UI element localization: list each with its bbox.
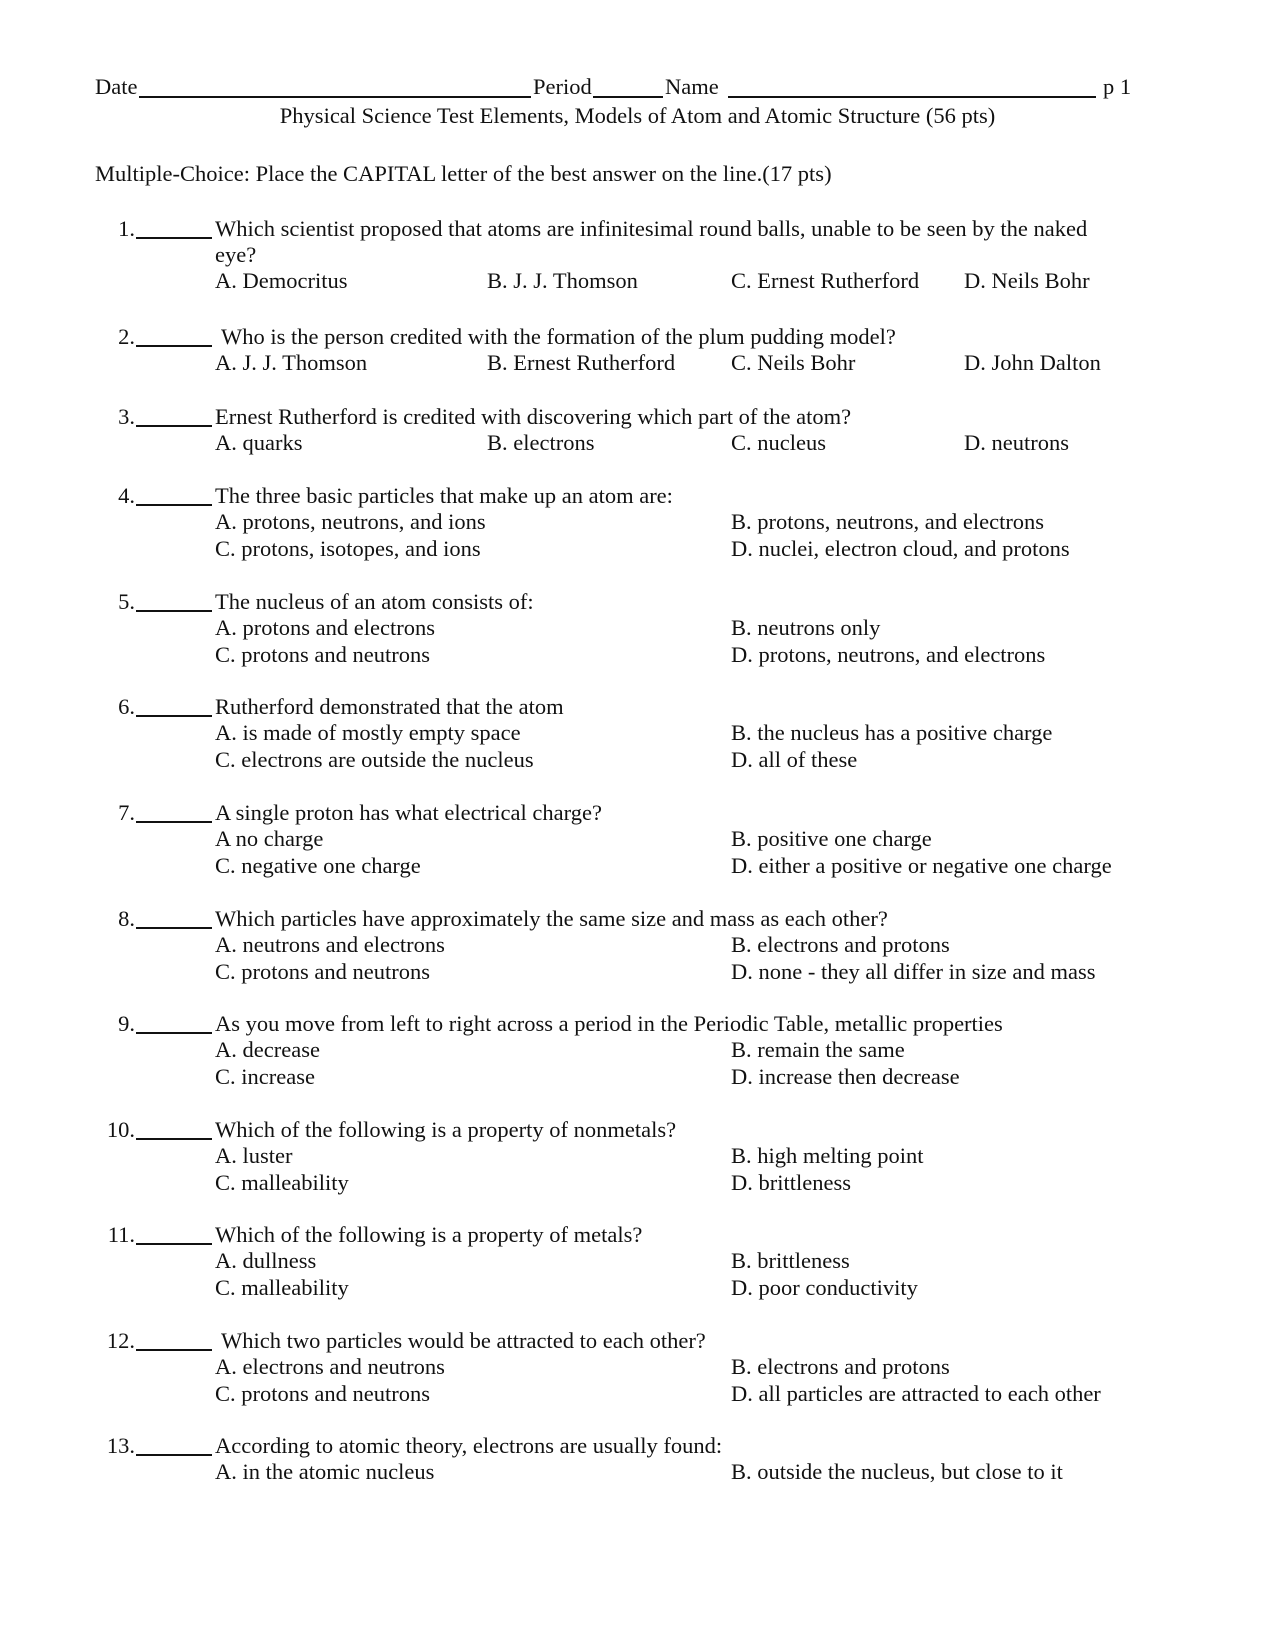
choice-c: C. malleability <box>215 1170 349 1195</box>
choice-a: A. is made of mostly empty space <box>215 720 521 745</box>
question-text: The nucleus of an atom consists of: <box>215 589 534 614</box>
question-text: Which two particles would be attracted to each other? <box>221 1328 706 1353</box>
choice-b: B. electrons and protons <box>731 1354 950 1379</box>
choice-b: B. remain the same <box>731 1037 905 1062</box>
choice-b: B. outside the nucleus, but close to it <box>731 1459 1063 1484</box>
answer-blank[interactable] <box>136 1243 212 1245</box>
page-number: p 1 <box>1103 74 1132 99</box>
question-text: According to atomic theory, electrons are usually found: <box>215 1433 723 1458</box>
choice-b: B. electrons and protons <box>731 932 950 957</box>
choice-a: A. electrons and neutrons <box>215 1354 445 1379</box>
question-number: 5. <box>118 589 135 614</box>
choice-d: D. John Dalton <box>964 350 1101 375</box>
question-number: 9. <box>118 1011 135 1036</box>
question-text: Ernest Rutherford is credited with discovering which part of the atom? <box>215 404 852 429</box>
question-number: 11. <box>107 1222 135 1247</box>
question-number: 4. <box>118 483 135 508</box>
choice-b: B. J. J. Thomson <box>487 268 638 293</box>
header-row <box>95 74 1185 104</box>
question-number: 7. <box>118 800 135 825</box>
choice-a: A. quarks <box>215 430 303 455</box>
choice-c: C. malleability <box>215 1275 349 1300</box>
choice-c: C. negative one charge <box>215 853 421 878</box>
choice-a: A no charge <box>215 826 324 851</box>
choice-a: A. dullness <box>215 1248 317 1273</box>
question-text: Who is the person credited with the formation of the plum pudding model? <box>221 324 896 349</box>
question-number: 8. <box>118 906 135 931</box>
name-label: Name <box>665 74 719 99</box>
question-number: 13. <box>106 1433 135 1458</box>
choice-b: B. Ernest Rutherford <box>487 350 676 375</box>
choice-d: D. nuclei, electron cloud, and protons <box>731 536 1070 561</box>
choice-c: C. electrons are outside the nucleus <box>215 747 534 772</box>
question-number: 1. <box>118 216 135 241</box>
question-text: A single proton has what electrical charge? <box>215 800 602 825</box>
choice-a: A. luster <box>215 1143 293 1168</box>
choice-a: A. protons and electrons <box>215 615 435 640</box>
choice-c: C. protons and neutrons <box>215 959 430 984</box>
choice-a: A. J. J. Thomson <box>215 350 368 375</box>
choice-d: D. protons, neutrons, and electrons <box>731 642 1046 667</box>
question-text: Which of the following is a property of metals? <box>215 1222 643 1247</box>
choice-a: A. protons, neutrons, and ions <box>215 509 486 534</box>
answer-blank[interactable] <box>136 345 212 347</box>
answer-blank[interactable] <box>136 504 212 506</box>
choice-d: D. increase then decrease <box>731 1064 960 1089</box>
date-label: Date <box>95 74 138 99</box>
test-title: Physical Science Test Elements, Models of Atom and Atomic Structure (56 pts) <box>279 103 996 128</box>
choice-c: C. increase <box>215 1064 315 1089</box>
choice-d: D. Neils Bohr <box>964 268 1090 293</box>
instructions: Multiple-Choice: Place the CAPITAL letter of the best answer on the line.(17 pts) <box>95 161 832 186</box>
answer-blank[interactable] <box>136 1454 212 1456</box>
question-number: 6. <box>118 694 135 719</box>
choice-b: B. high melting point <box>731 1143 924 1168</box>
choice-a: A. Democritus <box>215 268 348 293</box>
answer-blank[interactable] <box>136 1138 212 1140</box>
choice-b: B. neutrons only <box>731 615 881 640</box>
answer-blank[interactable] <box>136 1032 212 1034</box>
choice-d: D. brittleness <box>731 1170 851 1195</box>
choice-c: C. Ernest Rutherford <box>731 268 920 293</box>
choice-b: B. brittleness <box>731 1248 850 1273</box>
name-blank[interactable] <box>728 96 1096 98</box>
choice-b: B. protons, neutrons, and electrons <box>731 509 1045 534</box>
choice-a: A. in the atomic nucleus <box>215 1459 435 1484</box>
period-blank[interactable] <box>593 96 663 98</box>
choice-c: C. protons, isotopes, and ions <box>215 536 481 561</box>
question-text: Which particles have approximately the same size and mass as each other? <box>215 906 888 931</box>
question-text: Rutherford demonstrated that the atom <box>215 694 564 719</box>
choice-d: D. neutrons <box>964 430 1069 455</box>
answer-blank[interactable] <box>136 927 212 929</box>
answer-blank[interactable] <box>136 610 212 612</box>
choice-c: C. Neils Bohr <box>731 350 856 375</box>
question-text-continued: eye? <box>215 242 257 267</box>
choice-d: D. either a positive or negative one charge <box>731 853 1112 878</box>
question-number: 3. <box>118 404 135 429</box>
answer-blank[interactable] <box>136 237 212 239</box>
period-label: Period <box>533 74 592 99</box>
question-number: 10. <box>106 1117 135 1142</box>
answer-blank[interactable] <box>136 821 212 823</box>
choice-b: B. the nucleus has a positive charge <box>731 720 1053 745</box>
answer-blank[interactable] <box>136 425 212 427</box>
question-text: Which of the following is a property of nonmetals? <box>215 1117 677 1142</box>
choice-d: D. poor conductivity <box>731 1275 918 1300</box>
question-number: 2. <box>118 324 135 349</box>
choice-a: A. neutrons and electrons <box>215 932 445 957</box>
choice-d: D. none - they all differ in size and mass <box>731 959 1096 984</box>
choice-d: D. all of these <box>731 747 858 772</box>
choice-c: C. nucleus <box>731 430 826 455</box>
question-text: Which scientist proposed that atoms are infinitesimal round balls, unable to be seen by the naked <box>215 216 1088 241</box>
choice-b: B. positive one charge <box>731 826 932 851</box>
question-text: The three basic particles that make up an atom are: <box>215 483 673 508</box>
question-number: 12. <box>106 1328 135 1353</box>
answer-blank[interactable] <box>136 715 212 717</box>
choice-a: A. decrease <box>215 1037 320 1062</box>
choice-b: B. electrons <box>487 430 595 455</box>
choice-d: D. all particles are attracted to each other <box>731 1381 1101 1406</box>
choice-c: C. protons and neutrons <box>215 1381 430 1406</box>
answer-blank[interactable] <box>136 1349 212 1351</box>
date-blank[interactable] <box>139 96 531 98</box>
choice-c: C. protons and neutrons <box>215 642 430 667</box>
question-text: As you move from left to right across a period in the Periodic Table, metallic properties <box>215 1011 1003 1036</box>
